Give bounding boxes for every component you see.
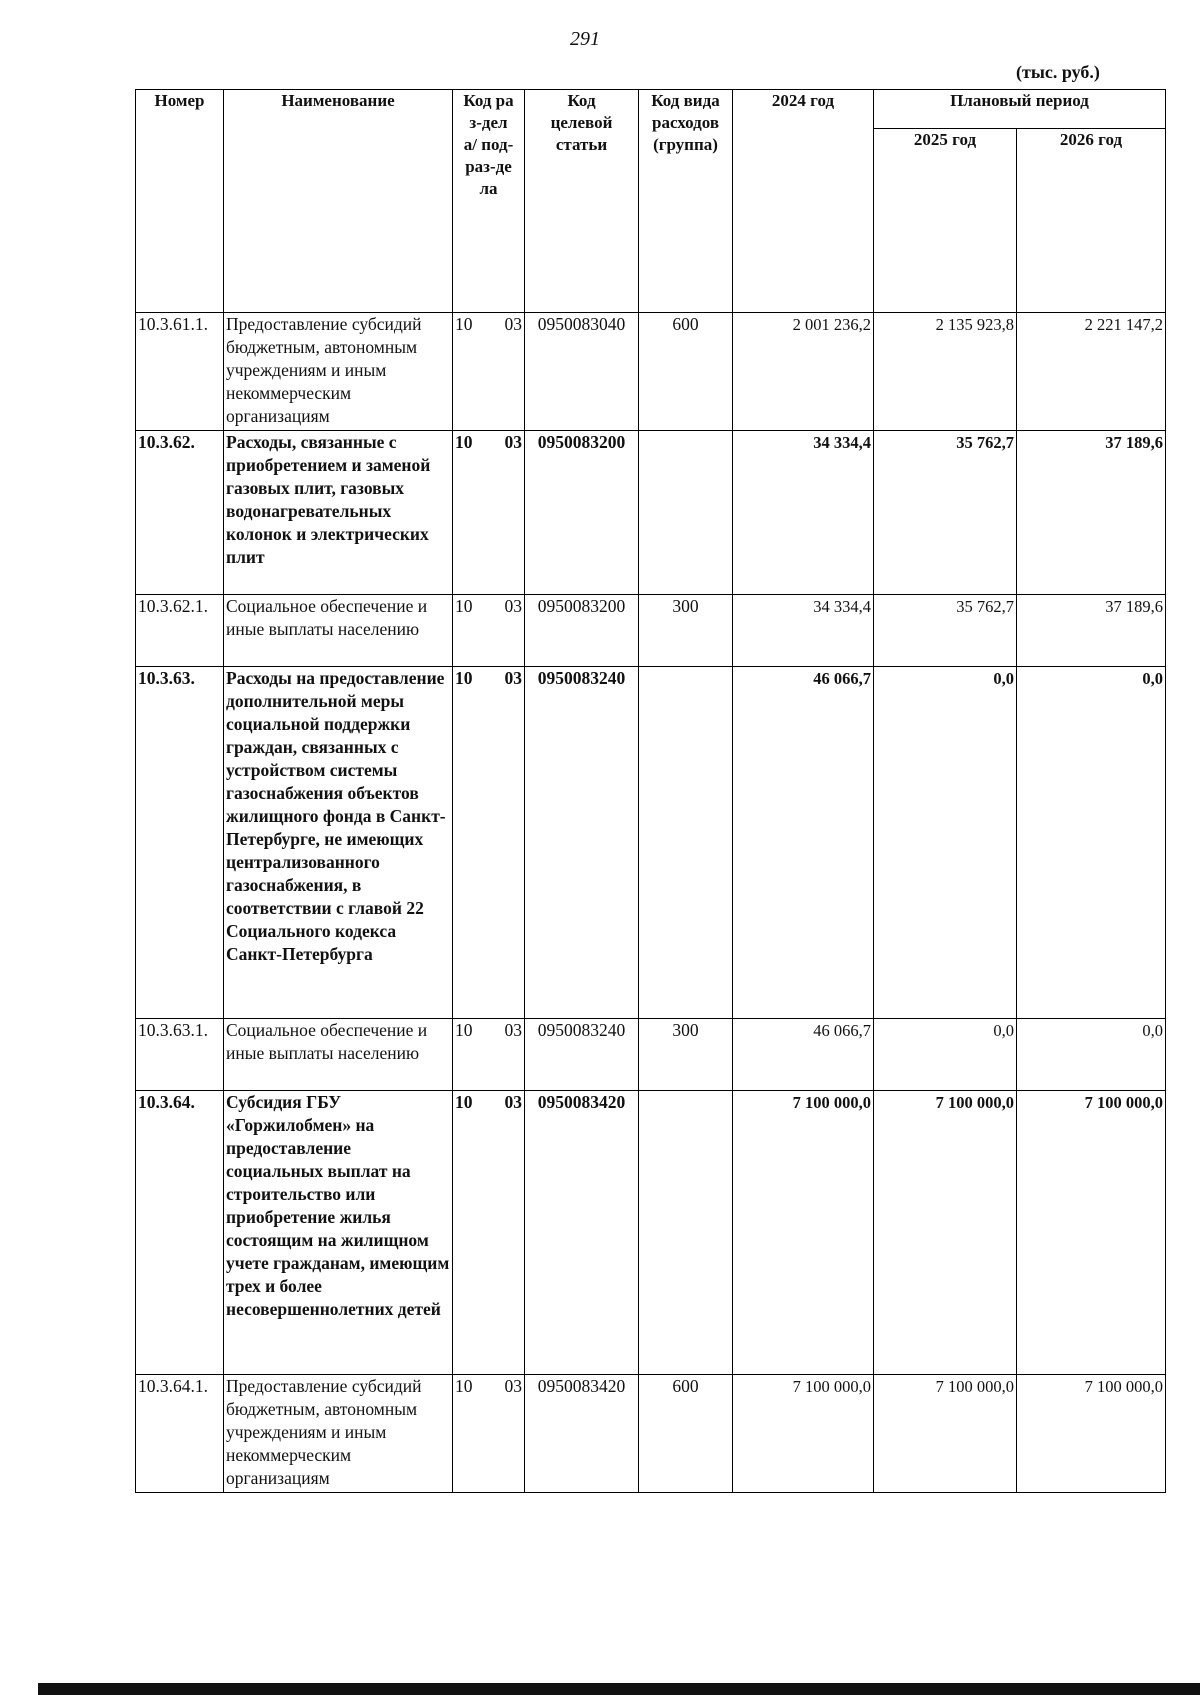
table-row xyxy=(136,1019,1166,1091)
table-row xyxy=(136,667,1166,1019)
header-row-1 xyxy=(136,90,1166,129)
row-name: Субсидия ГБУ «Горжилобмен» на предоставление социальных выплат на строительство или приобретение жилья состоящим на жилищном учете гражданам, имеющим трех и более несовершеннолетних детей xyxy=(224,1091,453,1375)
row-number: 10.3.64.1. xyxy=(136,1375,224,1493)
row-name: Расходы, связанные с приобретением и заменой газовых плит, газовых водонагревательных колонок и электрических плит xyxy=(224,431,453,595)
header-2026: 2026 год xyxy=(1017,129,1166,313)
row-2024: 2 001 236,2 xyxy=(733,313,874,431)
row-2026: 7 100 000,0 xyxy=(1017,1091,1166,1375)
row-razdel: 10 03 xyxy=(453,1091,525,1375)
row-vid xyxy=(639,431,733,595)
table-row xyxy=(136,595,1166,667)
row-vid xyxy=(639,667,733,1019)
row-name: Социальное обеспечение и иные выплаты населению xyxy=(224,595,453,667)
row-target: 0950083240 xyxy=(525,1019,639,1091)
table-row xyxy=(136,1375,1166,1493)
header-vid: Код вида расходов (группа) xyxy=(639,90,733,313)
row-2024: 7 100 000,0 xyxy=(733,1091,874,1375)
row-vid: 300 xyxy=(639,1019,733,1091)
budget-table xyxy=(135,89,1166,1493)
row-number: 10.3.63.1. xyxy=(136,1019,224,1091)
page-number: 291 xyxy=(570,28,600,50)
row-2024: 46 066,7 xyxy=(733,1019,874,1091)
row-target: 0950083420 xyxy=(525,1091,639,1375)
header-target: Код целевой статьи xyxy=(525,90,639,313)
row-vid: 600 xyxy=(639,313,733,431)
row-2026: 37 189,6 xyxy=(1017,431,1166,595)
table-row xyxy=(136,313,1166,431)
row-2024: 46 066,7 xyxy=(733,667,874,1019)
row-target: 0950083200 xyxy=(525,431,639,595)
row-2024: 34 334,4 xyxy=(733,431,874,595)
header-name: Наименование xyxy=(224,90,453,313)
row-razdel: 10 03 xyxy=(453,431,525,595)
row-name: Предоставление субсидий бюджетным, автономным учреждениям и иным некоммерческим организациям xyxy=(224,1375,453,1493)
row-number: 10.3.62.1. xyxy=(136,595,224,667)
row-razdel: 10 03 xyxy=(453,595,525,667)
row-razdel: 10 03 xyxy=(453,1019,525,1091)
row-razdel: 10 03 xyxy=(453,313,525,431)
header-plan-period: Плановый период xyxy=(874,90,1166,129)
table-row xyxy=(136,1091,1166,1375)
row-target: 0950083240 xyxy=(525,667,639,1019)
row-2026: 0,0 xyxy=(1017,667,1166,1019)
row-vid: 600 xyxy=(639,1375,733,1493)
row-number: 10.3.64. xyxy=(136,1091,224,1375)
header-number: Номер xyxy=(136,90,224,313)
row-number: 10.3.61.1. xyxy=(136,313,224,431)
footer-scan-bar xyxy=(38,1683,1200,1695)
row-2025: 35 762,7 xyxy=(874,595,1017,667)
row-2025: 7 100 000,0 xyxy=(874,1091,1017,1375)
units-label: (тыс. руб.) xyxy=(1016,62,1100,82)
header-2024: 2024 год xyxy=(733,90,874,313)
header-2025: 2025 год xyxy=(874,129,1017,313)
row-2025: 7 100 000,0 xyxy=(874,1375,1017,1493)
row-2024: 34 334,4 xyxy=(733,595,874,667)
row-2025: 35 762,7 xyxy=(874,431,1017,595)
row-2025: 0,0 xyxy=(874,1019,1017,1091)
table-row xyxy=(136,431,1166,595)
row-2026: 0,0 xyxy=(1017,1019,1166,1091)
row-2024: 7 100 000,0 xyxy=(733,1375,874,1493)
row-number: 10.3.62. xyxy=(136,431,224,595)
row-vid: 300 xyxy=(639,595,733,667)
row-razdel: 10 03 xyxy=(453,1375,525,1493)
row-name: Расходы на предоставление дополнительной меры социальной поддержки граждан, связанных с устройством системы газоснабжения объектов жилищного фонда в Санкт-Петербурге, не имеющих централизованного газоснабжения, в соответствии с главой 22 Социального кодекса Санкт-Петербурга xyxy=(224,667,453,1019)
row-2025: 0,0 xyxy=(874,667,1017,1019)
row-name: Предоставление субсидий бюджетным, автономным учреждениям и иным некоммерческим организациям xyxy=(224,313,453,431)
row-target: 0950083420 xyxy=(525,1375,639,1493)
header-razdel: Код раз-дела/ под-раз-дела xyxy=(453,90,525,313)
row-target: 0950083200 xyxy=(525,595,639,667)
row-2026: 2 221 147,2 xyxy=(1017,313,1166,431)
row-name: Социальное обеспечение и иные выплаты населению xyxy=(224,1019,453,1091)
row-razdel: 10 03 xyxy=(453,667,525,1019)
row-number: 10.3.63. xyxy=(136,667,224,1019)
row-2026: 37 189,6 xyxy=(1017,595,1166,667)
row-2026: 7 100 000,0 xyxy=(1017,1375,1166,1493)
row-2025: 2 135 923,8 xyxy=(874,313,1017,431)
row-vid xyxy=(639,1091,733,1375)
row-target: 0950083040 xyxy=(525,313,639,431)
